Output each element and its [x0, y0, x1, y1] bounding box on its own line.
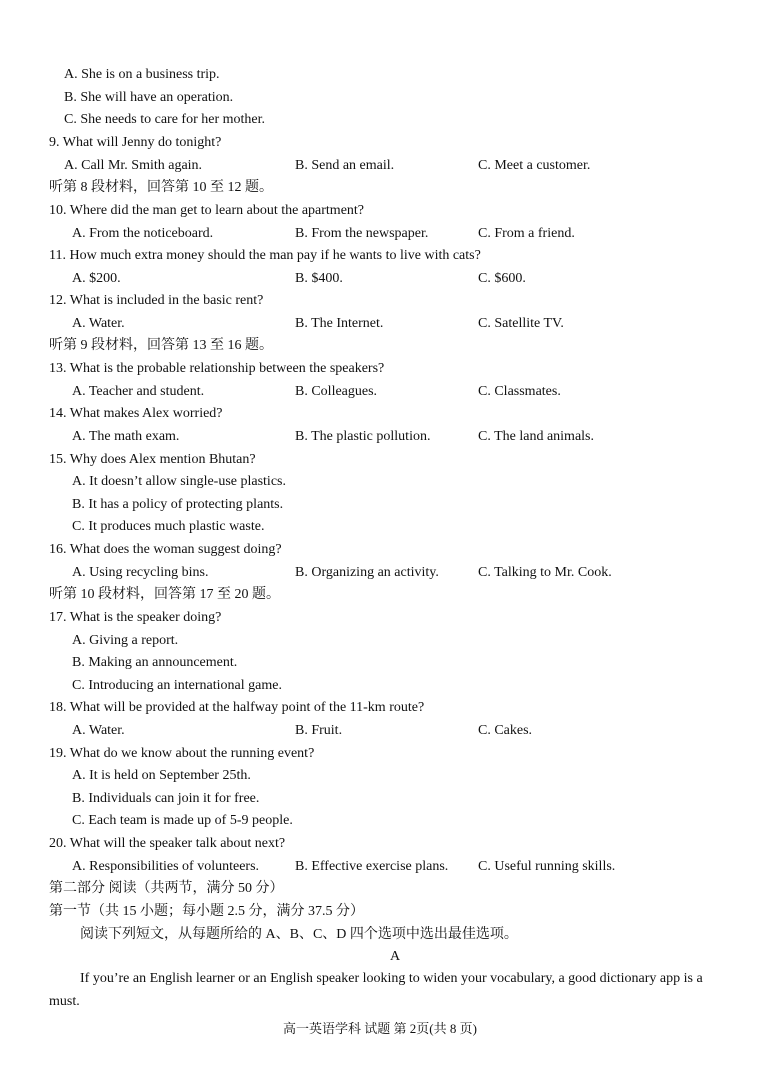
q9-option-b: B. Send an email. — [295, 158, 395, 173]
q13-option-c: C. Classmates. — [478, 384, 561, 399]
section1-heading: 第一节（共 15 小题；每小题 2.5 分，满分 37.5 分） — [49, 904, 364, 919]
q13-option-b: B. Colleagues. — [295, 384, 378, 399]
q18-option-b: B. Fruit. — [295, 723, 343, 738]
q9-option-a: A. Call Mr. Smith again. — [64, 158, 203, 173]
q13-question: 13. What is the probable relationship between the speakers? — [49, 361, 385, 376]
q12-option-c: C. Satellite TV. — [478, 316, 564, 331]
q20-question: 20. What will the speaker talk about next? — [49, 836, 286, 851]
q8-option-b: B. She will have an operation. — [64, 90, 234, 105]
q18-option-a: A. Water. — [72, 723, 125, 738]
q19-option-a: A. It is held on September 25th. — [72, 768, 251, 783]
q20-option-c: C. Useful running skills. — [478, 859, 616, 874]
q10-question: 10. Where did the man get to learn about the apartment? — [49, 203, 365, 218]
page-footer: 高一英语学科 试题 第 2页(共 8 页) — [283, 1021, 477, 1036]
passage-label: A — [389, 949, 401, 964]
q8-option-c: C. She needs to care for her mother. — [64, 112, 265, 127]
q15-option-a: A. It doesn’t allow single-use plastics. — [72, 474, 286, 489]
q18-option-c: C. Cakes. — [478, 723, 533, 738]
q9-option-c: C. Meet a customer. — [478, 158, 591, 173]
q8-option-a: A. She is on a business trip. — [64, 67, 220, 82]
q19-option-c: C. Each team is made up of 5-9 people. — [72, 813, 293, 828]
q17-question: 17. What is the speaker doing? — [49, 610, 222, 625]
q17-option-a: A. Giving a report. — [72, 633, 179, 648]
section9-instruction: 听第 9 段材料，回答第 13 至 16 题。 — [49, 338, 273, 353]
reading-instruction: 阅读下列短文，从每题所给的 A、B、C、D 四个选项中选出最佳选项。 — [80, 927, 518, 942]
q10-option-b: B. From the newspaper. — [295, 226, 429, 241]
q16-option-b: B. Organizing an activity. — [295, 565, 439, 580]
q14-option-c: C. The land animals. — [478, 429, 594, 444]
q11-option-a: A. $200. — [72, 271, 121, 286]
q14-option-b: B. The plastic pollution. — [295, 429, 431, 444]
q10-option-a: A. From the noticeboard. — [72, 226, 214, 241]
q19-question: 19. What do we know about the running event? — [49, 746, 315, 761]
passage-paragraph: If you’re an English learner or an English speaker looking to widen your vocabulary, a good dictionary app is a must. — [49, 971, 703, 1009]
q18-question: 18. What will be provided at the halfway point of the 11-km route? — [49, 700, 425, 715]
section8-instruction: 听第 8 段材料，回答第 10 至 12 题。 — [49, 180, 273, 195]
section10-instruction: 听第 10 段材料，回答第 17 至 20 题。 — [49, 587, 280, 602]
q9-question: 9. What will Jenny do tonight? — [49, 135, 222, 150]
q12-question: 12. What is included in the basic rent? — [49, 293, 264, 308]
q12-option-b: B. The Internet. — [295, 316, 384, 331]
q17-option-b: B. Making an announcement. — [72, 655, 238, 670]
q14-question: 14. What makes Alex worried? — [49, 406, 223, 421]
q14-option-a: A. The math exam. — [72, 429, 180, 444]
q16-option-c: C. Talking to Mr. Cook. — [478, 565, 612, 580]
q17-option-c: C. Introducing an international game. — [72, 678, 282, 693]
q11-option-b: B. $400. — [295, 271, 343, 286]
part2-heading: 第二部分 阅读（共两节，满分 50 分） — [49, 881, 284, 896]
q15-question: 15. Why does Alex mention Bhutan? — [49, 452, 256, 467]
q10-option-c: C. From a friend. — [478, 226, 575, 241]
q12-option-a: A. Water. — [72, 316, 125, 331]
q20-option-a: A. Responsibilities of volunteers. — [72, 859, 260, 874]
q13-option-a: A. Teacher and student. — [72, 384, 205, 399]
q11-question: 11. How much extra money should the man pay if he wants to live with cats? — [49, 248, 481, 263]
q16-option-a: A. Using recycling bins. — [72, 565, 209, 580]
q20-option-b: B. Effective exercise plans. — [295, 859, 449, 874]
q16-question: 16. What does the woman suggest doing? — [49, 542, 282, 557]
q19-option-b: B. Individuals can join it for free. — [72, 791, 260, 806]
q15-option-b: B. It has a policy of protecting plants. — [72, 497, 284, 512]
q11-option-c: C. $600. — [478, 271, 526, 286]
q15-option-c: C. It produces much plastic waste. — [72, 519, 265, 534]
